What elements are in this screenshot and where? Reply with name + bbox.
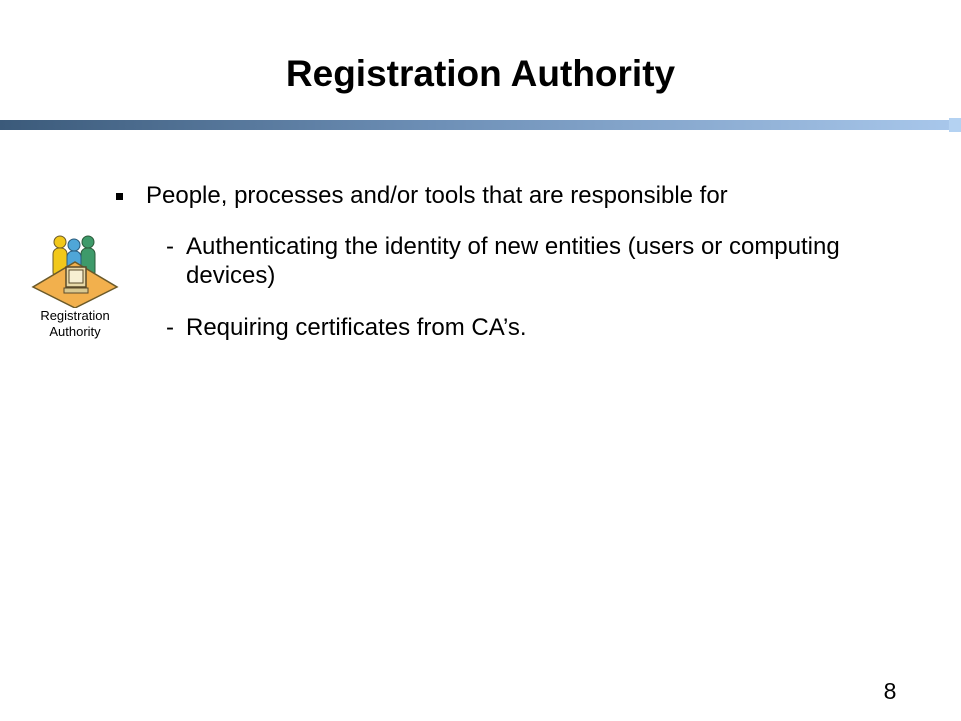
registration-authority-icon	[28, 232, 122, 350]
bullet-text: People, processes and/or tools that are responsible for	[146, 182, 728, 209]
dash-marker: -	[166, 233, 174, 260]
page-number: 8	[883, 678, 897, 704]
icon-label	[28, 308, 122, 340]
icon-label-line1: Registration	[40, 308, 110, 323]
dash-marker: -	[166, 314, 174, 341]
icon-label-line2: Authority	[49, 324, 101, 339]
sub-bullet-text: Authenticating the identity of new entities (users or computing devices)	[186, 233, 840, 289]
sub-bullet-text: Requiring certificates from CA’s.	[186, 314, 527, 341]
slide-title: Registration Authority	[285, 53, 676, 94]
title-bar-end-tick	[949, 118, 961, 132]
people-at-table-icon	[28, 232, 122, 308]
title-underline-bar	[0, 120, 961, 130]
square-bullet-icon	[116, 193, 123, 200]
